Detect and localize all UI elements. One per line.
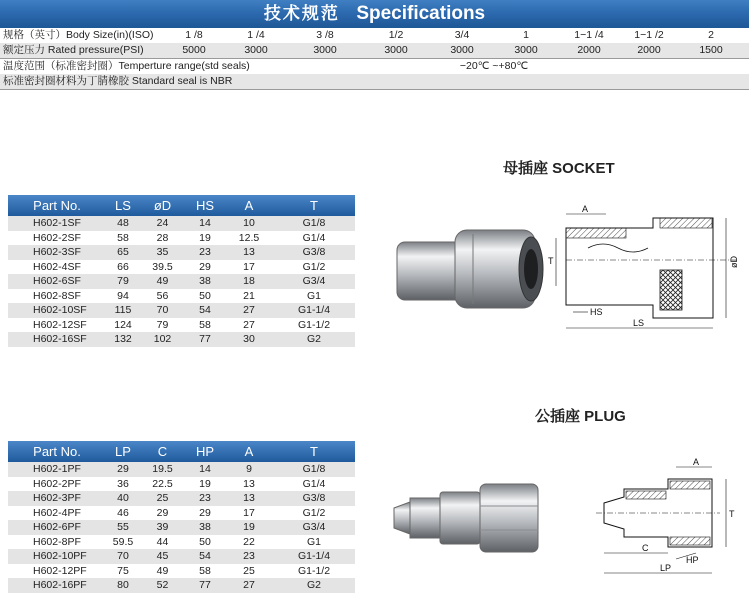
- plug-hatch: [626, 491, 666, 499]
- cell: 10: [225, 216, 273, 231]
- table-row: [8, 564, 355, 579]
- table-row: [8, 303, 355, 318]
- plug-dim-t-label: T: [729, 509, 735, 519]
- cell: 56: [156, 289, 169, 302]
- spec-temp-row: [0, 59, 749, 74]
- cell: 23: [185, 245, 225, 260]
- title-cn: 技术规范: [263, 4, 340, 23]
- cell: 49: [140, 274, 185, 289]
- col-hp: HP: [185, 441, 225, 462]
- cell: 27: [225, 578, 273, 593]
- cell: 102: [140, 332, 185, 347]
- cell: 22: [243, 535, 255, 548]
- table-row: [8, 260, 355, 275]
- cell: 19.5: [140, 462, 185, 477]
- table-row: [8, 491, 355, 506]
- cell: G1/4: [302, 231, 326, 244]
- socket-hatch: [660, 218, 712, 228]
- cell: G1-1/2: [297, 318, 331, 331]
- socket-header-row: [8, 195, 355, 216]
- cell: 50: [199, 289, 211, 302]
- cell: 79: [156, 318, 169, 331]
- cell: 80: [106, 578, 140, 593]
- plug-header-row: [8, 441, 355, 462]
- socket-ring: [660, 270, 682, 310]
- spec-size-row: [0, 28, 749, 43]
- table-row: [8, 549, 355, 564]
- cell: 46: [117, 506, 129, 519]
- spec-pressure: 2000: [637, 44, 661, 56]
- cell: H602-3SF: [8, 245, 106, 260]
- cell: 28: [156, 231, 169, 244]
- socket-bore: [524, 249, 538, 289]
- col-t: T: [273, 195, 355, 216]
- cell: 22.5: [152, 477, 173, 490]
- cell: G1/8: [273, 216, 355, 231]
- plug-collar: [440, 492, 480, 544]
- cell: 49: [156, 564, 169, 577]
- cell: 35: [140, 245, 185, 260]
- cell: G1-1/4: [273, 303, 355, 318]
- cell: 79: [106, 274, 140, 289]
- socket-title: 母插座 SOCKET: [503, 160, 615, 177]
- spec-pressure: 3000: [450, 44, 474, 56]
- spec-pressure-row: [0, 43, 749, 58]
- spec-size: 1 /4: [247, 29, 265, 41]
- table-row: [8, 216, 355, 231]
- cell: H602-8PF: [33, 535, 81, 548]
- cell: 39.5: [152, 260, 173, 273]
- col-c: C: [140, 441, 185, 462]
- cell: G1: [306, 535, 321, 548]
- cell: G3/4: [273, 274, 355, 289]
- cell: 55: [106, 520, 140, 535]
- cell: G3/8: [273, 245, 355, 260]
- cell: H602-1PF: [8, 462, 106, 477]
- cell: G1: [306, 289, 321, 302]
- cell: 59.5: [112, 535, 134, 548]
- cell: G1-1/4: [273, 549, 355, 564]
- table-row: [8, 245, 355, 260]
- cell: 13: [225, 491, 273, 506]
- socket-dim-ls-label: LS: [633, 318, 645, 328]
- cell: H602-8SF: [33, 289, 81, 302]
- cell: G2: [273, 578, 355, 593]
- cell: 58: [199, 564, 211, 577]
- cell: 38: [185, 520, 225, 535]
- socket-photo: [385, 220, 550, 320]
- cell: 25: [140, 491, 185, 506]
- cell: 23: [225, 549, 273, 564]
- socket-spring: [588, 244, 648, 252]
- col-a: A: [225, 195, 273, 216]
- col-od: øD: [140, 195, 185, 216]
- spec-temp-label: 温度范围（标准密封圈）Temperture range(std seals): [3, 60, 250, 72]
- cell: 45: [140, 549, 185, 564]
- spec-divider: [0, 89, 749, 90]
- cell: 77: [185, 332, 225, 347]
- socket-dim-t-label: T: [548, 256, 554, 266]
- table-row: [8, 231, 355, 246]
- plug-hex: [480, 484, 538, 552]
- title-bar: [0, 0, 749, 28]
- plug-drawing: [590, 455, 745, 600]
- cell: H602-16PF: [8, 578, 106, 593]
- cell: H602-4PF: [33, 506, 81, 519]
- col-part-no: Part No.: [8, 195, 106, 216]
- spec-size: 3 /8: [316, 29, 334, 41]
- cell: 115: [106, 303, 140, 318]
- cell: H602-12PF: [33, 564, 87, 577]
- spec-size: 1 /8: [185, 29, 203, 41]
- cell: 50: [199, 535, 211, 548]
- cell: 124: [114, 318, 132, 331]
- cell: 17: [243, 506, 255, 519]
- spec-temp-value: −20℃ ~+80℃: [459, 60, 529, 72]
- cell: 44: [156, 535, 169, 548]
- socket-drawing: [548, 200, 748, 340]
- table-row: [8, 462, 355, 477]
- spec-size: 1: [523, 29, 529, 41]
- cell: G1/2: [302, 506, 326, 519]
- spec-size: 2: [708, 29, 714, 41]
- cell: H602-4SF: [33, 260, 81, 273]
- cell: 12.5: [238, 231, 260, 244]
- cell: 38: [185, 274, 225, 289]
- cell: 18: [225, 274, 273, 289]
- plug-photo: [388, 478, 548, 558]
- plug-dim-c-label: C: [642, 543, 649, 553]
- spec-seal-note: 标准密封圈材料为丁腈橡胶 Standard seal is NBR: [3, 75, 233, 87]
- cell: H602-2SF: [33, 231, 81, 244]
- spec-pressure-label: 额定压力 Rated pressure(PSI): [3, 44, 144, 56]
- cell: 19: [199, 231, 211, 244]
- title-en: Specifications: [356, 3, 486, 24]
- plug-dim-hp-label: HP: [686, 555, 699, 565]
- col-ls: LS: [106, 195, 140, 216]
- cell: 66: [117, 260, 129, 273]
- plug-dim-lp-label: LP: [660, 563, 672, 573]
- cell: G3/4: [273, 520, 355, 535]
- cell: H602-16SF: [8, 332, 106, 347]
- cell: 54: [185, 549, 225, 564]
- spec-size-label: 规格（英寸）Body Size(in)(ISO): [3, 29, 154, 41]
- cell: 77: [185, 578, 225, 593]
- socket-dim-od-label: øD: [729, 256, 739, 268]
- spec-pressure: 3000: [244, 44, 268, 56]
- cell: G1-1/2: [297, 564, 331, 577]
- table-row: [8, 289, 355, 304]
- cell: G1/2: [302, 260, 326, 273]
- cell: 29: [156, 506, 169, 519]
- cell: 94: [117, 289, 129, 302]
- plug-title: 公插座 PLUG: [535, 408, 626, 425]
- plug-dim-a-label: A: [693, 457, 700, 467]
- cell: 70: [140, 303, 185, 318]
- table-row: [8, 332, 355, 347]
- cell: 40: [106, 491, 140, 506]
- cell: 24: [140, 216, 185, 231]
- cell: 58: [117, 231, 129, 244]
- cell: 29: [199, 260, 211, 273]
- cell: 52: [140, 578, 185, 593]
- cell: 27: [243, 318, 255, 331]
- spec-pressure: 5000: [182, 44, 206, 56]
- col-hs: HS: [185, 195, 225, 216]
- cell: H602-1SF: [8, 216, 106, 231]
- spec-size: 3/4: [454, 29, 470, 41]
- socket-hatch: [566, 228, 626, 238]
- cell: 21: [243, 289, 255, 302]
- col-part-no: Part No.: [8, 441, 106, 462]
- table-row: [8, 535, 355, 550]
- cell: 70: [106, 549, 140, 564]
- cell: G1/4: [302, 477, 326, 490]
- table-row: [8, 578, 355, 593]
- cell: 19: [225, 520, 273, 535]
- cell: 75: [117, 564, 129, 577]
- spec-seal-row: [0, 74, 749, 89]
- cell: 132: [106, 332, 140, 347]
- plug-hatch: [670, 481, 710, 489]
- cell: H602-6SF: [8, 274, 106, 289]
- spec-pressure: 3000: [313, 44, 337, 56]
- table-row: [8, 318, 355, 333]
- spec-size: 1−1 /4: [574, 29, 604, 41]
- socket-dim-a-label: A: [582, 204, 589, 214]
- plug-nose: [394, 502, 410, 534]
- plug-table: [8, 441, 355, 593]
- col-a: A: [225, 441, 273, 462]
- plug-hatch: [670, 537, 710, 545]
- cell: 65: [106, 245, 140, 260]
- cell: 48: [106, 216, 140, 231]
- col-lp: LP: [106, 441, 140, 462]
- cell: H602-3PF: [8, 491, 106, 506]
- col-t: T: [273, 441, 355, 462]
- table-row: [8, 506, 355, 521]
- cell: 17: [243, 260, 255, 273]
- cell: G2: [273, 332, 355, 347]
- spec-pressure: 2000: [577, 44, 601, 56]
- cell: 54: [185, 303, 225, 318]
- cell: 39: [140, 520, 185, 535]
- cell: H602-6PF: [8, 520, 106, 535]
- spec-size: 1/2: [388, 29, 404, 41]
- cell: H602-10PF: [8, 549, 106, 564]
- plug-stem: [410, 498, 440, 538]
- cell: 25: [243, 564, 255, 577]
- cell: 19: [199, 477, 211, 490]
- socket-dim-hs-label: HS: [590, 307, 603, 317]
- table-row: [8, 274, 355, 289]
- table-row: [8, 477, 355, 492]
- spec-size: 1−1 /2: [634, 29, 664, 41]
- cell: 29: [106, 462, 140, 477]
- cell: 9: [225, 462, 273, 477]
- cell: 58: [199, 318, 211, 331]
- cell: 23: [185, 491, 225, 506]
- cell: 14: [185, 462, 225, 477]
- cell: H602-10SF: [8, 303, 106, 318]
- cell: H602-2PF: [33, 477, 81, 490]
- cell: 27: [225, 303, 273, 318]
- cell: 29: [199, 506, 211, 519]
- cell: 13: [225, 245, 273, 260]
- socket-table: [8, 195, 355, 347]
- cell: 14: [185, 216, 225, 231]
- cell: H602-12SF: [33, 318, 87, 331]
- table-row: [8, 520, 355, 535]
- cell: 36: [117, 477, 129, 490]
- cell: G3/8: [273, 491, 355, 506]
- spec-pressure: 3000: [514, 44, 538, 56]
- cell: 30: [225, 332, 273, 347]
- cell: 13: [243, 477, 255, 490]
- cell: G1/8: [273, 462, 355, 477]
- spec-pressure: 3000: [384, 44, 408, 56]
- spec-pressure: 1500: [699, 44, 723, 56]
